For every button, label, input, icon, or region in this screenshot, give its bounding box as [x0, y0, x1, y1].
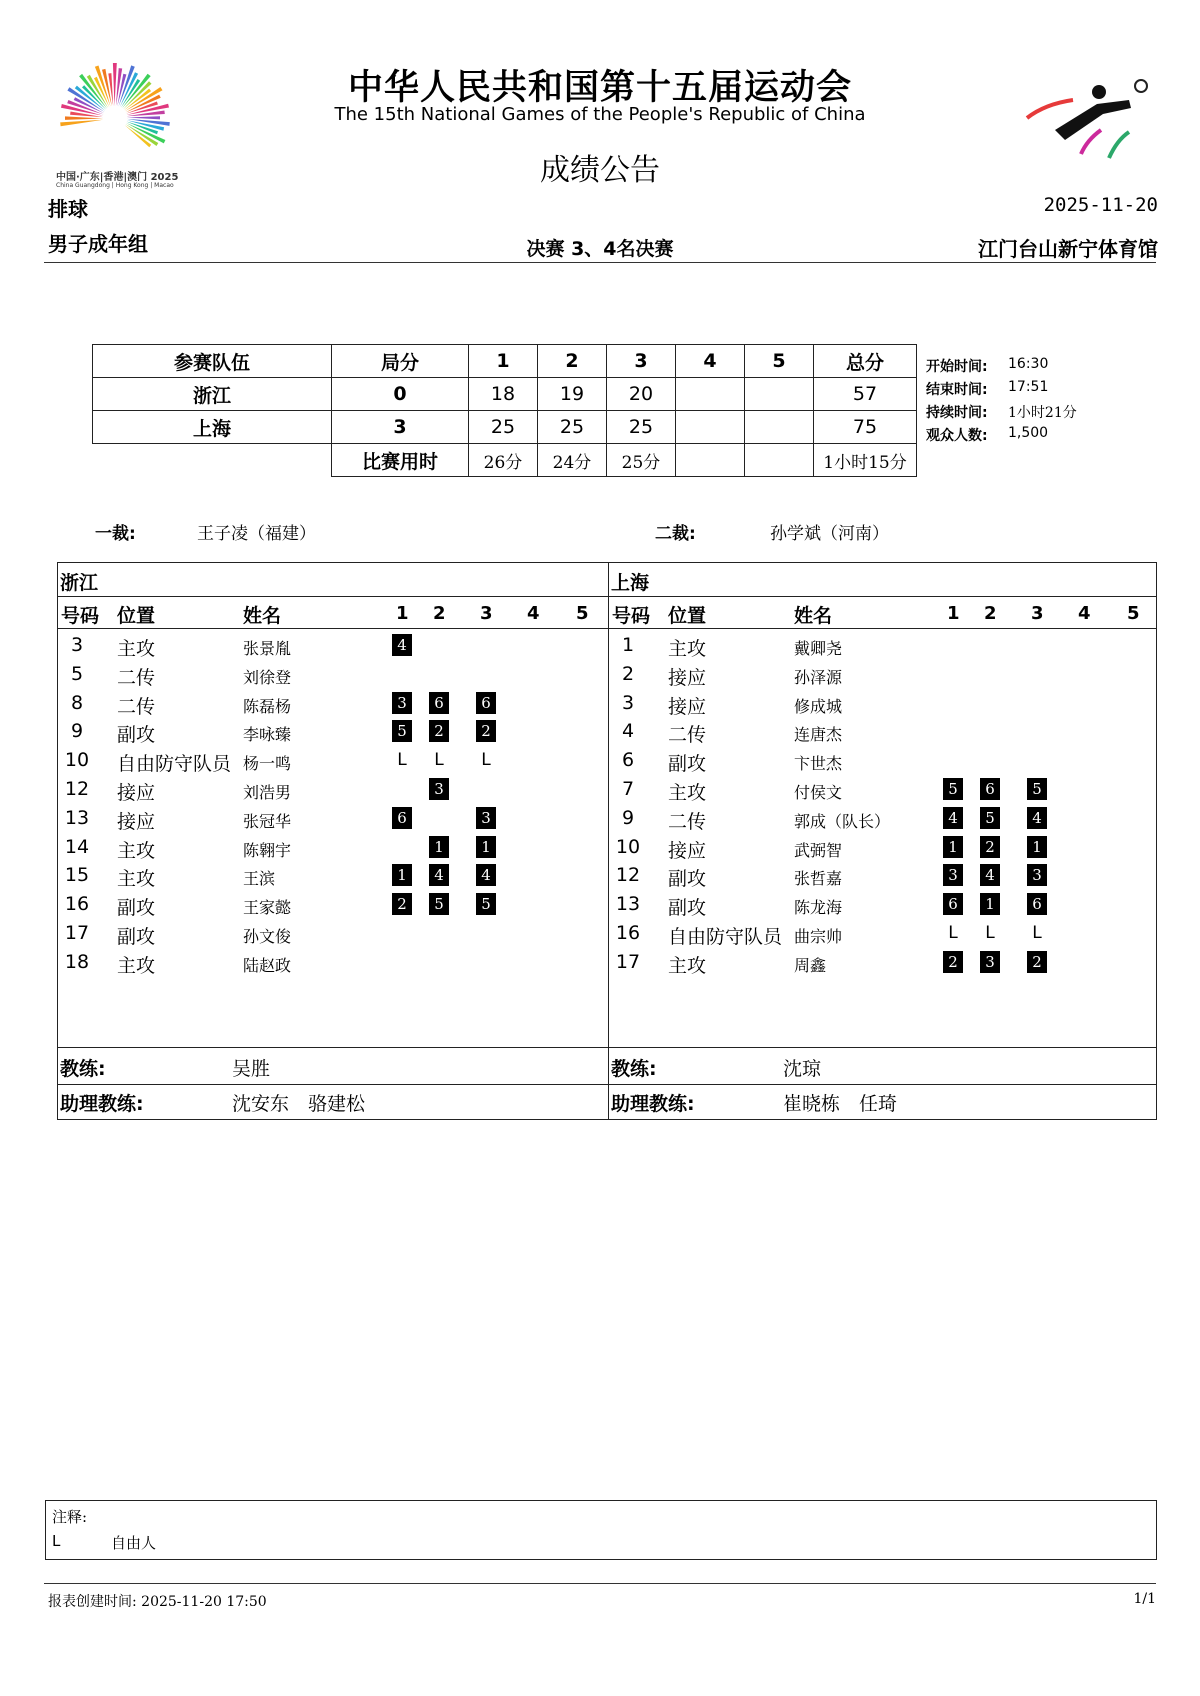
col-set-2: 2 — [984, 603, 997, 624]
player-position: 副攻 — [117, 926, 156, 948]
player-number: 15 — [64, 864, 90, 886]
first-referee: 王子凌（福建） — [197, 524, 316, 544]
player-number: 12 — [64, 778, 90, 800]
player-name: 张景胤 — [243, 639, 292, 658]
player-name: 王滨 — [243, 869, 276, 888]
starting-position-box: 3 — [476, 807, 496, 829]
col-set-1: 1 — [947, 603, 960, 624]
player-number: 12 — [615, 864, 641, 886]
starting-position-box: 4 — [1027, 807, 1047, 829]
player-position: 接应 — [668, 667, 707, 689]
player-position: 自由防守队员 — [117, 753, 232, 775]
libero-meaning: 自由人 — [111, 1534, 157, 1552]
duration-row — [93, 444, 917, 477]
set-score: 18 — [469, 378, 538, 411]
col-set-4: 4 — [527, 603, 540, 624]
player-number: 18 — [64, 951, 90, 973]
starting-position-box: 6 — [980, 778, 1000, 800]
col-set-3: 3 — [480, 603, 493, 624]
round-label: 决赛 3、4名决赛 — [526, 238, 674, 260]
spectators: 1,500 — [1008, 425, 1049, 441]
set-duration — [745, 444, 814, 477]
set-score — [745, 411, 814, 444]
starting-position-box: 1 — [392, 864, 412, 886]
starting-position-box: 4 — [943, 807, 963, 829]
player-number: 3 — [621, 692, 635, 714]
starting-position-box: 5 — [943, 778, 963, 800]
games-title-en: The 15th National Games of the People's Republic of China — [334, 104, 866, 125]
spectators-label: 观众人数: — [926, 428, 988, 444]
assistant-coaches: 沈安东 骆建松 — [232, 1093, 366, 1115]
player-name: 武弼智 — [794, 841, 843, 860]
player-name: 修成城 — [794, 697, 843, 716]
starting-position-box: 2 — [429, 720, 449, 742]
player-position: 主攻 — [117, 868, 156, 890]
player-position: 副攻 — [668, 753, 707, 775]
starting-position-box: 2 — [1027, 951, 1047, 973]
score-row-zhejiang — [93, 378, 917, 411]
player-position: 二传 — [668, 811, 707, 833]
total-points: 57 — [814, 378, 917, 411]
player-position: 接应 — [668, 840, 707, 862]
set-score: 25 — [469, 411, 538, 444]
libero-symbol: L — [52, 1532, 61, 1550]
set-duration: 25分 — [607, 444, 676, 477]
starting-position-box: 4 — [429, 864, 449, 886]
sets-won: 3 — [332, 411, 469, 444]
starting-position-box: 5 — [429, 893, 449, 915]
starting-position-box: 3 — [392, 692, 412, 714]
coach-name: 吴胜 — [232, 1058, 271, 1080]
event-label: 男子成年组 — [48, 232, 148, 256]
set-duration: 26分 — [469, 444, 538, 477]
header-total: 总分 — [814, 345, 917, 378]
player-position: 二传 — [117, 667, 156, 689]
team-name: 浙江 — [93, 378, 332, 411]
match-duration: 1小时21分 — [1008, 405, 1077, 421]
starting-position-box: 5 — [392, 720, 412, 742]
end-time-label: 结束时间: — [926, 382, 988, 398]
player-number: 16 — [64, 893, 90, 915]
report-created: 报表创建时间: 2025-11-20 17:50 — [48, 1594, 267, 1610]
player-number: 8 — [70, 692, 84, 714]
player-number: 13 — [615, 893, 641, 915]
player-name: 付侯文 — [794, 783, 843, 802]
player-number: 1 — [621, 634, 635, 656]
player-position: 二传 — [668, 724, 707, 746]
player-position: 副攻 — [668, 868, 707, 890]
player-number: 4 — [621, 720, 635, 742]
col-name: 姓名 — [243, 605, 282, 627]
player-position: 副攻 — [117, 897, 156, 919]
header-divider — [44, 262, 1156, 263]
player-number: 9 — [621, 807, 635, 829]
player-number: 2 — [621, 663, 635, 685]
player-position: 主攻 — [668, 955, 707, 977]
notes-box — [45, 1500, 1157, 1560]
col-position: 位置 — [117, 605, 156, 627]
player-number: 3 — [70, 634, 84, 656]
player-name: 李咏臻 — [243, 725, 292, 744]
set-duration: 24分 — [538, 444, 607, 477]
player-name: 王家懿 — [243, 898, 292, 917]
header-set-5: 5 — [745, 345, 814, 378]
sport-label: 排球 — [48, 197, 88, 221]
player-position: 副攻 — [668, 897, 707, 919]
player-number: 10 — [64, 749, 90, 771]
player-name: 曲宗帅 — [794, 927, 843, 946]
starting-position-box: 5 — [476, 893, 496, 915]
footer-divider — [44, 1583, 1156, 1584]
header-set-3: 3 — [607, 345, 676, 378]
col-number: 号码 — [61, 605, 100, 627]
player-number: 5 — [70, 663, 84, 685]
libero-marker: L — [481, 750, 491, 770]
starting-position-box: 4 — [980, 864, 1000, 886]
starting-position-box: 6 — [1027, 893, 1047, 915]
set-duration — [676, 444, 745, 477]
player-name: 张哲嘉 — [794, 869, 843, 888]
starting-position-box: 1 — [1027, 836, 1047, 858]
total-duration: 1小时15分 — [814, 444, 917, 477]
player-name: 孙文俊 — [243, 927, 292, 946]
libero-marker: L — [434, 750, 444, 770]
assistant-coach-label: 助理教练: — [611, 1093, 695, 1115]
starting-position-box: 3 — [980, 951, 1000, 973]
match-info — [926, 356, 1077, 448]
starting-position-box: 4 — [476, 864, 496, 886]
player-position: 自由防守队员 — [668, 926, 783, 948]
libero-marker: L — [948, 923, 958, 943]
start-time-label: 开始时间: — [926, 359, 988, 375]
starting-position-box: 3 — [943, 864, 963, 886]
roster-team-name: 浙江 — [60, 572, 99, 594]
set-score: 25 — [538, 411, 607, 444]
header-set-2: 2 — [538, 345, 607, 378]
start-time: 16:30 — [1008, 356, 1049, 372]
player-position: 主攻 — [117, 638, 156, 660]
starting-position-box: 4 — [392, 634, 412, 656]
player-position: 二传 — [117, 696, 156, 718]
col-number: 号码 — [612, 605, 651, 627]
player-position: 接应 — [117, 782, 156, 804]
player-position: 主攻 — [668, 638, 707, 660]
player-position: 主攻 — [117, 955, 156, 977]
libero-marker: L — [985, 923, 995, 943]
player-name: 张冠华 — [243, 812, 292, 831]
notes-label: 注释: — [52, 1508, 88, 1526]
starting-position-box: 6 — [392, 807, 412, 829]
starting-position-box: 2 — [980, 836, 1000, 858]
starting-position-box: 2 — [392, 893, 412, 915]
col-set-5: 5 — [1127, 603, 1140, 624]
player-name: 陈龙海 — [794, 898, 843, 917]
roster-team-name: 上海 — [611, 572, 650, 594]
player-number: 7 — [621, 778, 635, 800]
libero-marker: L — [1032, 923, 1042, 943]
starting-position-box: 1 — [943, 836, 963, 858]
player-name: 杨一鸣 — [243, 754, 292, 773]
player-name: 戴卿尧 — [794, 639, 843, 658]
coach-label: 教练: — [60, 1058, 106, 1080]
starting-position-box: 6 — [476, 692, 496, 714]
score-row-shanghai — [93, 411, 917, 444]
player-position: 接应 — [668, 696, 707, 718]
starting-position-box: 3 — [1027, 864, 1047, 886]
second-referee: 孙学斌（河南） — [770, 524, 889, 544]
player-number: 16 — [615, 922, 641, 944]
starting-position-box: 1 — [476, 836, 496, 858]
set-score — [676, 378, 745, 411]
starting-position-box: 1 — [429, 836, 449, 858]
player-name: 刘徐登 — [243, 668, 292, 687]
player-position: 主攻 — [117, 840, 156, 862]
coach-label: 教练: — [611, 1058, 657, 1080]
starting-position-box: 5 — [980, 807, 1000, 829]
player-name: 刘浩男 — [243, 783, 292, 802]
set-score — [676, 411, 745, 444]
venue-label: 江门台山新宁体育馆 — [978, 237, 1158, 261]
assistant-coaches: 崔晓栋 任琦 — [783, 1093, 898, 1115]
player-position: 接应 — [117, 811, 156, 833]
col-set-5: 5 — [576, 603, 589, 624]
duration-label: 比赛用时 — [332, 444, 469, 477]
col-name: 姓名 — [794, 605, 833, 627]
col-set-2: 2 — [433, 603, 446, 624]
player-name: 卞世杰 — [794, 754, 843, 773]
player-name: 周鑫 — [794, 956, 827, 975]
player-number: 17 — [615, 951, 641, 973]
player-position: 副攻 — [117, 724, 156, 746]
player-position: 主攻 — [668, 782, 707, 804]
player-number: 14 — [64, 836, 90, 858]
player-name: 郭成（队长） — [794, 812, 891, 831]
assistant-coach-label: 助理教练: — [60, 1093, 144, 1115]
logo-text-en: China Guangdong | Hong Kong | Macao — [56, 182, 174, 189]
report-date: 2025-11-20 — [1043, 194, 1158, 216]
report-title: 成绩公告 — [540, 153, 660, 188]
score-table-header — [93, 345, 917, 378]
total-points: 75 — [814, 411, 917, 444]
duration-label: 持续时间: — [926, 405, 988, 421]
logo-text-cn: 中国·广东|香港|澳门 2025 — [56, 172, 179, 183]
col-set-4: 4 — [1078, 603, 1091, 624]
player-number: 6 — [621, 749, 635, 771]
set-score — [745, 378, 814, 411]
player-number: 9 — [70, 720, 84, 742]
player-name: 孙泽源 — [794, 668, 843, 687]
starting-position-box: 2 — [943, 951, 963, 973]
header-sets: 局分 — [332, 345, 469, 378]
starting-position-box: 5 — [1027, 778, 1047, 800]
player-name: 陈翱宇 — [243, 841, 292, 860]
player-name: 陈磊杨 — [243, 697, 292, 716]
games-title-cn: 中华人民共和国第十五届运动会 — [347, 68, 852, 108]
starting-position-box: 6 — [943, 893, 963, 915]
score-table — [92, 344, 917, 477]
second-referee-label: 二裁: — [655, 524, 696, 544]
player-name: 陆赵政 — [243, 956, 292, 975]
libero-marker: L — [397, 750, 407, 770]
coach-name: 沈琼 — [783, 1058, 822, 1080]
player-number: 13 — [64, 807, 90, 829]
set-score: 20 — [607, 378, 676, 411]
header-team: 参赛队伍 — [93, 345, 332, 378]
team-name: 上海 — [93, 411, 332, 444]
set-score: 19 — [538, 378, 607, 411]
header-set-1: 1 — [469, 345, 538, 378]
col-position: 位置 — [668, 605, 707, 627]
player-name: 连唐杰 — [794, 725, 843, 744]
player-number: 10 — [615, 836, 641, 858]
first-referee-label: 一裁: — [95, 524, 136, 544]
starting-position-box: 6 — [429, 692, 449, 714]
logo-ray — [126, 123, 165, 144]
starting-position-box: 3 — [429, 778, 449, 800]
end-time: 17:51 — [1008, 379, 1049, 395]
starting-position-box: 1 — [980, 893, 1000, 915]
starting-position-box: 2 — [476, 720, 496, 742]
col-set-1: 1 — [396, 603, 409, 624]
sets-won: 0 — [332, 378, 469, 411]
player-number: 17 — [64, 922, 90, 944]
col-set-3: 3 — [1031, 603, 1044, 624]
page-number: 1/1 — [1133, 1591, 1156, 1607]
header-set-4: 4 — [676, 345, 745, 378]
set-score: 25 — [607, 411, 676, 444]
